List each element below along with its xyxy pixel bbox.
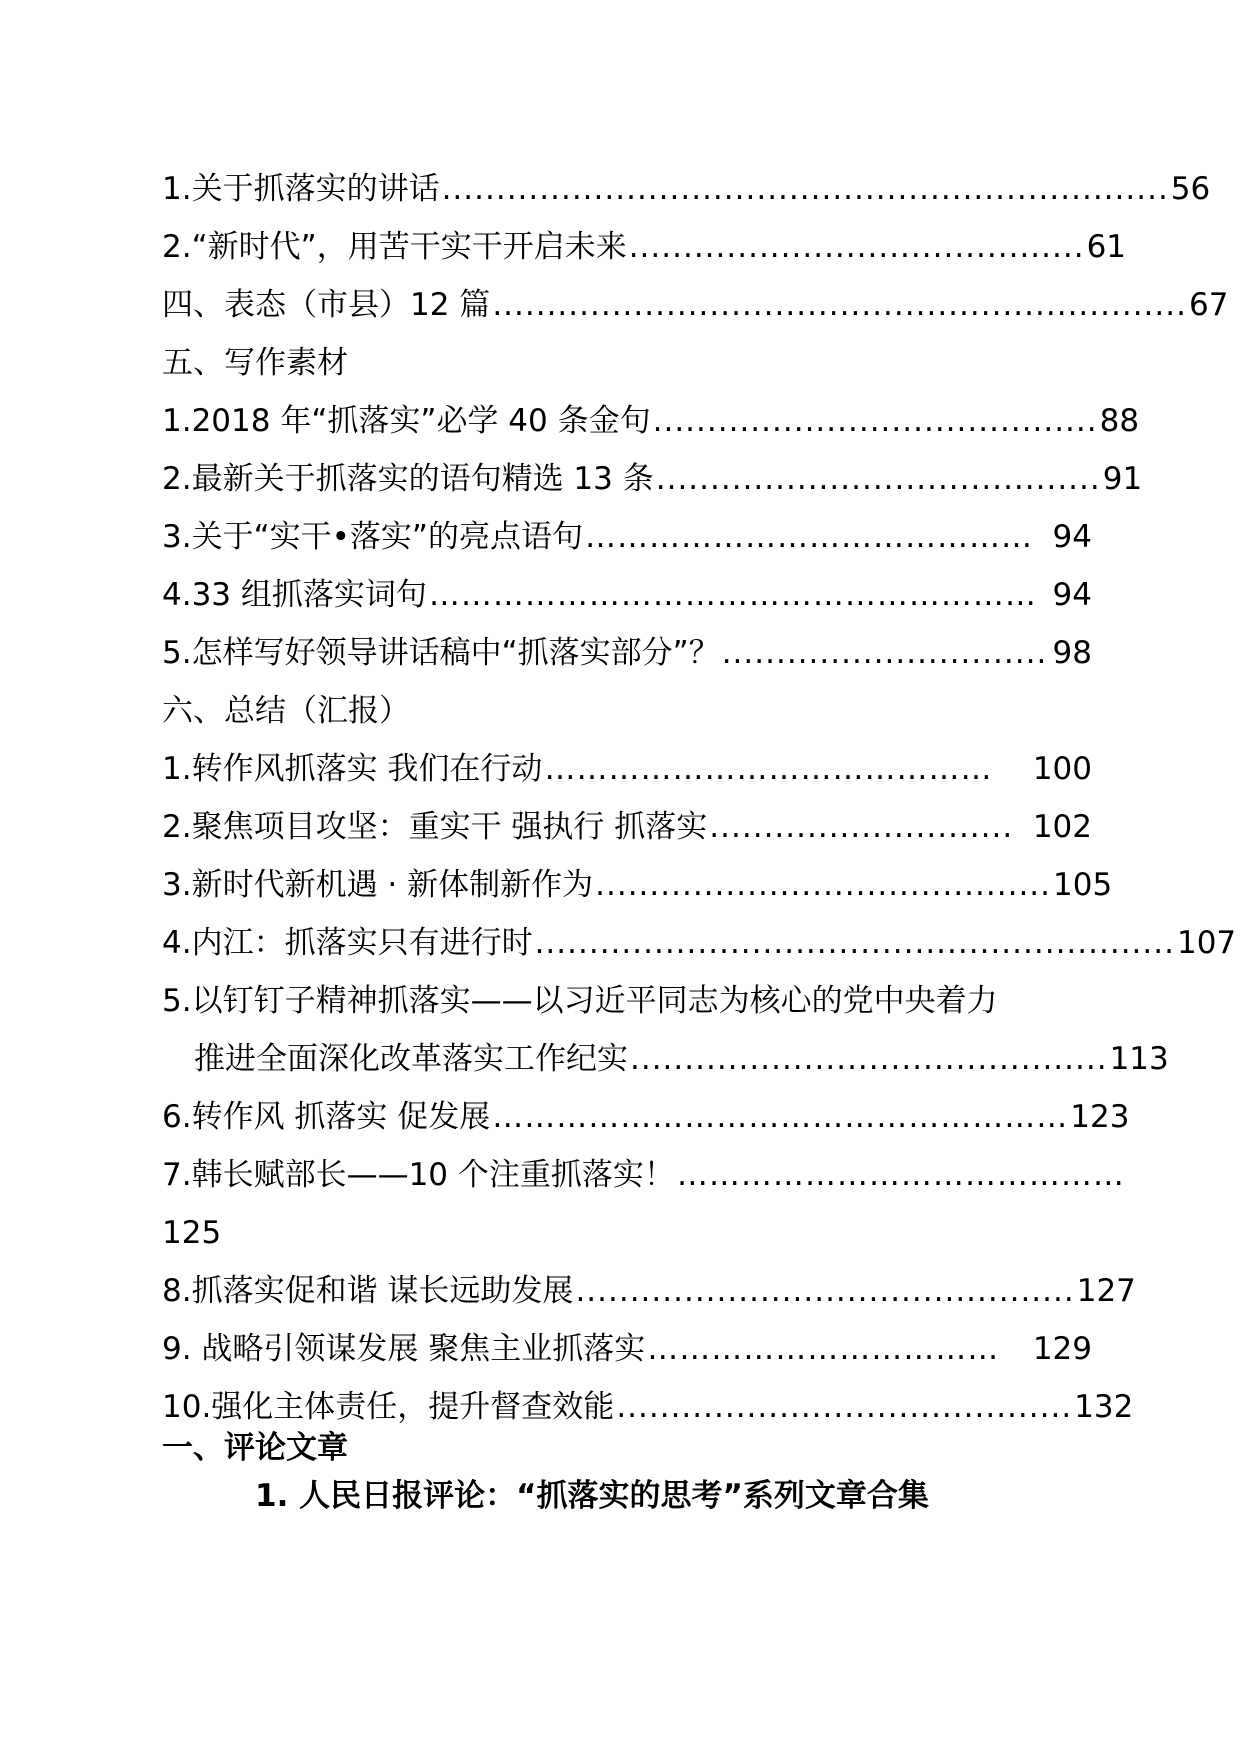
- toc-entry: [162, 740, 1092, 798]
- article-title: 1. 人民日报评论：“抓落实的思考”系列文章合集: [255, 1478, 929, 1514]
- toc-entry-title: 7.韩长赋部长——10 个注重抓落实！: [162, 1157, 675, 1193]
- toc-entry-title: 2.聚焦项目攻坚：重实干 强执行 抓落实: [162, 809, 708, 845]
- toc-entry-title: 1.关于抓落实的讲话: [162, 171, 440, 207]
- toc-section-heading: 五、写作素材: [162, 345, 348, 381]
- toc-entry: [162, 1320, 1092, 1378]
- toc-page-number: 61: [1086, 229, 1127, 265]
- toc-leader-dots: ………………………………………………: [492, 1099, 1069, 1135]
- toc-entry-title: 8.抓落实促和谐 谋长远助发展: [162, 1273, 574, 1309]
- toc-entry: [162, 624, 1092, 682]
- toc-entry: [162, 276, 1229, 334]
- toc-page-number: 98: [1052, 635, 1092, 671]
- toc-entry-title: 推进全面深化改革落实工作纪实: [194, 1041, 628, 1077]
- toc-leader-dots: .........................................: [655, 461, 1101, 497]
- toc-leader-dots: ……………………………………: [676, 1157, 1125, 1193]
- toc-entry-title: 6.转作风 抓落实 促发展: [162, 1099, 491, 1135]
- toc-page-number: 94: [1052, 519, 1092, 555]
- toc-page-number: 107: [1176, 925, 1237, 961]
- toc-page-number: 94: [1052, 577, 1092, 613]
- toc-entry-title: 四、表态（市县）12 篇: [162, 287, 491, 323]
- toc-page-number: 127: [1076, 1273, 1136, 1309]
- toc-entry: [162, 914, 1237, 972]
- toc-leader-dots: ................................................................: [492, 287, 1187, 323]
- toc-page-number: 105: [1053, 867, 1113, 903]
- toc-entry-title: 9. 战略引领谋发展 聚焦主业抓落实: [162, 1331, 646, 1367]
- toc-leader-dots: ..........................................: [616, 1389, 1073, 1425]
- toc-page-number: 113: [1109, 1041, 1169, 1077]
- toc-leader-dots: ...........................................................: [534, 925, 1175, 961]
- toc-leader-dots: ..........................................: [595, 867, 1052, 903]
- toc-entry: [162, 1088, 1130, 1146]
- toc-leader-dots: ............................................: [630, 1041, 1108, 1077]
- toc-leader-dots: ..........................................: [628, 229, 1085, 265]
- toc-page-number: 102: [1032, 809, 1092, 845]
- toc-entry-title: 3.关于“实干•落实”的亮点语句: [162, 519, 583, 555]
- toc-entry: [162, 1262, 1136, 1320]
- toc-entry: [162, 1146, 1125, 1204]
- toc-page-number: 123: [1070, 1099, 1130, 1135]
- toc-leader-dots: ...................................................................: [441, 171, 1169, 207]
- toc-entry: [162, 798, 1092, 856]
- toc-entry-title: 4.33 组抓落实词句: [162, 577, 427, 613]
- toc-entry: [162, 856, 1113, 914]
- toc-leader-dots: …………………………………………………: [428, 577, 1037, 613]
- toc-page-number: 100: [1032, 751, 1092, 787]
- toc-entry-title: 10.强化主体责任，提升督查效能: [162, 1389, 615, 1425]
- table-of-contents: [162, 160, 1237, 1436]
- toc-entry: [162, 566, 1092, 624]
- toc-entry: [162, 160, 1211, 218]
- toc-entry-title: 3.新时代新机遇 · 新体制新作为: [162, 867, 594, 903]
- toc-entry-title: 2.“新时代”，用苦干实干开启未来: [162, 229, 627, 265]
- toc-page-number: 129: [1032, 1331, 1092, 1367]
- toc-entry: [162, 1030, 1169, 1088]
- toc-entry: [162, 392, 1140, 450]
- toc-page-number-wrapped: 125: [162, 1215, 222, 1251]
- toc-leader-dots: ……………………………: [647, 1331, 1000, 1367]
- toc-entry: [162, 450, 1143, 508]
- toc-section-heading: 六、总结（汇报）: [162, 693, 410, 729]
- toc-leader-dots: ……………………………………: [544, 751, 993, 787]
- toc-entry: [162, 508, 1092, 566]
- toc-entry-title-first-line: 5.以钉钉子精神抓落实——以习近平同志为核心的党中央着力: [162, 983, 998, 1019]
- toc-entry-title: 1.转作风抓落实 我们在行动: [162, 751, 543, 787]
- toc-entry-title: 2.最新关于抓落实的语句精选 13 条: [162, 461, 654, 497]
- toc-entry-title: 5.怎样写好领导讲话稿中“抓落实部分”？: [162, 635, 720, 671]
- toc-leader-dots: ..............................................: [575, 1273, 1075, 1309]
- section-heading: 一、评论文章: [162, 1430, 348, 1466]
- toc-leader-dots: ............................: [709, 809, 1014, 845]
- toc-entry: [162, 218, 1127, 276]
- toc-page-number: 91: [1102, 461, 1143, 497]
- toc-page-number: 56: [1170, 171, 1211, 207]
- toc-page-number: 67: [1188, 287, 1229, 323]
- toc-entry-title: 1.2018 年“抓落实”必学 40 条金句: [162, 403, 651, 439]
- toc-entry-title: 4.内江：抓落实只有进行时: [162, 925, 533, 961]
- toc-leader-dots: .........................................: [652, 403, 1098, 439]
- toc-page-number: 132: [1074, 1389, 1134, 1425]
- toc-page-number: 88: [1099, 403, 1140, 439]
- toc-leader-dots: ……………………………………: [584, 519, 1033, 555]
- toc-leader-dots: ..............................: [721, 635, 1048, 671]
